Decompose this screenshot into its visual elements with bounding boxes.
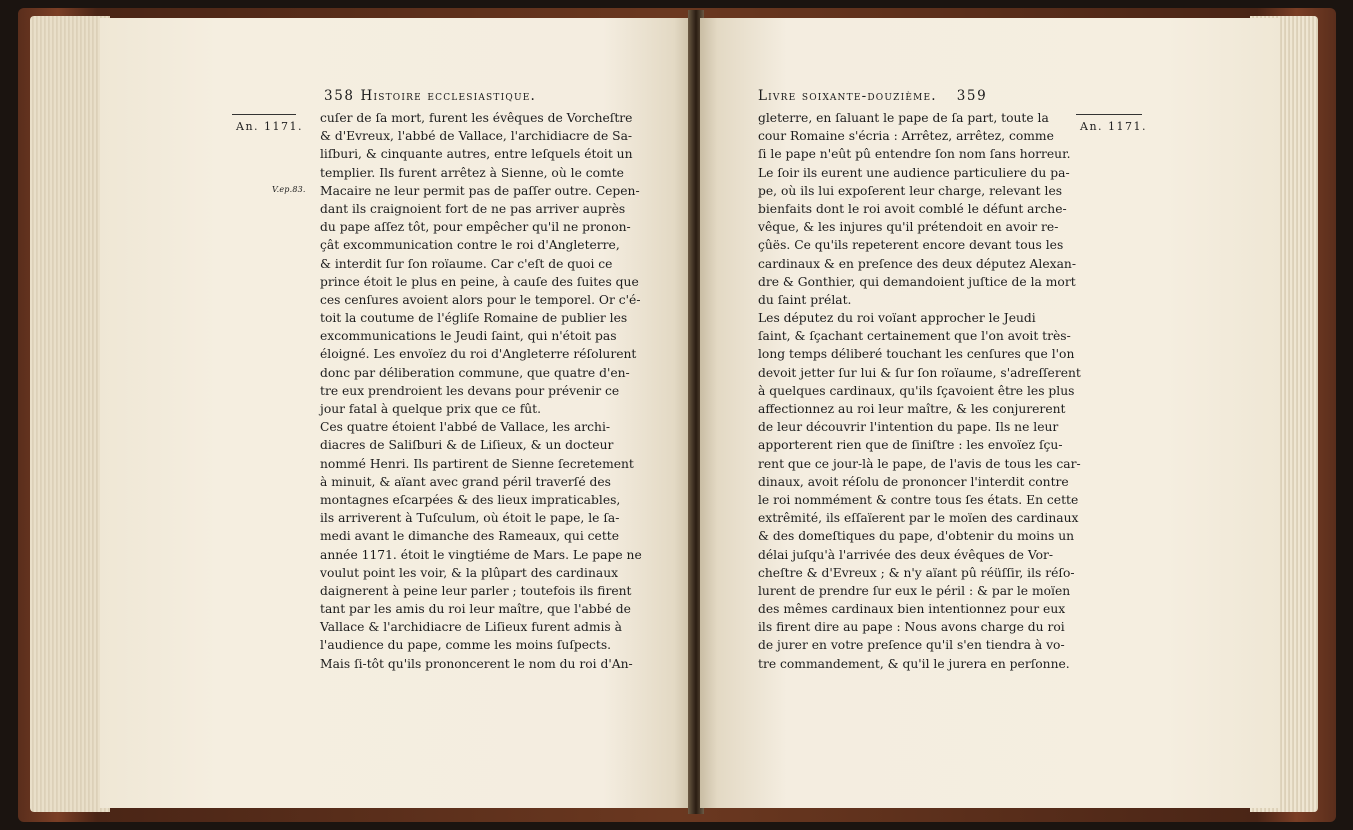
text-line: Ces quatre étoient l'abbé de Vallace, les archi- bbox=[320, 420, 611, 435]
right-running-title: Livre soixante-douzième. bbox=[758, 88, 937, 104]
text-line: ſi le pape n'eût pû entendre ſon nom ſans horreur. bbox=[758, 147, 1071, 162]
text-line: & interdit ſur ſon roïaume. Car c'eſt de quoi ce bbox=[320, 256, 613, 271]
text-line: année 1171. étoit le vingtiéme de Mars. Le pape ne bbox=[320, 547, 642, 562]
text-line: pe, où ils lui expoſerent leur charge, relevant les bbox=[758, 183, 1063, 198]
text-line: des mêmes cardinaux bien intentionnez pour eux bbox=[758, 602, 1066, 617]
text-line: & des domeſtiques du pape, d'obtenir du moins un bbox=[758, 529, 1075, 544]
text-line: éloigné. Les envoïez du roi d'Angleterre réſolurent bbox=[320, 347, 637, 362]
text-line: bienfaits dont le roi avoit comblé le défunt arche- bbox=[758, 201, 1067, 216]
text-line: daignerent à peine leur parler ; toutefois ils firent bbox=[320, 583, 632, 598]
right-margin-year: An. 1171. bbox=[1080, 120, 1148, 133]
text-line: Les députez du roi voïant approcher le Jeudi bbox=[758, 311, 1036, 326]
text-line: du ſaint prélat. bbox=[758, 292, 852, 307]
text-line: voulut point les voir, & la plûpart des cardinaux bbox=[320, 565, 619, 580]
text-line: cardinaux & en preſence des deux députez Alexan- bbox=[758, 256, 1076, 271]
left-margin-year: An. 1171. bbox=[236, 120, 304, 133]
text-line: ils firent dire au pape : Nous avons charge du roi bbox=[758, 620, 1065, 635]
text-line: extrêmité, ils eſſaïerent par le moïen des cardinaux bbox=[758, 511, 1079, 526]
text-line: ils arriverent à Tuſculum, où étoit le pape, le ſa- bbox=[320, 511, 620, 526]
text-line: affectionnez au roi leur maître, & les conjurerent bbox=[758, 402, 1066, 416]
text-line: toit la coutume de l'égliſe Romaine de publier les bbox=[320, 311, 628, 326]
text-line: excommunications le Jeudi ſaint, qui n'étoit pas bbox=[320, 329, 617, 344]
text-line: dre & Gonthier, qui demandoient juſtice de la mort bbox=[758, 274, 1076, 289]
text-line: Vallace & l'archidiacre de Liſieux furent admis à bbox=[320, 620, 622, 635]
text-line: vêque, & les injures qu'il prétendoit en avoir re- bbox=[758, 220, 1059, 235]
text-line: tre eux prendroient les devans pour prévenir ce bbox=[320, 383, 620, 398]
text-line: cuſer de ſa mort, furent les évêques de Vorcheſtre bbox=[320, 111, 633, 125]
text-line: l'audience du pape, comme les moins ſuſpects. bbox=[320, 638, 612, 653]
text-line: diacres de Saliſburi & de Liſieux, & un docteur bbox=[320, 438, 614, 453]
text-line: de jurer en votre preſence qu'il s'en tiendra à vo- bbox=[758, 638, 1065, 653]
left-margin-reference: V.ep.83. bbox=[272, 185, 306, 194]
text-line: délai juſqu'à l'arrivée des deux évêques de Vor- bbox=[758, 547, 1054, 562]
text-line: à minuit, & aïant avec grand péril traverſé des bbox=[320, 474, 611, 489]
text-line: nommé Henri. Ils partirent de Sienne ſecretement bbox=[320, 456, 634, 471]
text-line: du pape aſſez tôt, pour empêcher qu'il ne pronon- bbox=[320, 220, 631, 235]
text-line: medi avant le dimanche des Rameaux, qui cette bbox=[320, 529, 619, 544]
text-line: apporterent rien que de ſiniſtre : les envoïez ſçu- bbox=[758, 438, 1063, 453]
text-line: à quelques cardinaux, qu'ils ſçavoient être les plus bbox=[758, 383, 1075, 398]
text-line: Macaire ne leur permit pas de paſſer outre. Cepen- bbox=[320, 183, 640, 198]
right-page-header bbox=[758, 88, 987, 104]
text-line: Mais ſi-tôt qu'ils prononcerent le nom du roi d'An- bbox=[320, 656, 633, 671]
text-line: çât excommunication contre le roi d'Angleterre, bbox=[320, 238, 620, 253]
text-line: gleterre, en ſaluant le pape de ſa part, toute la bbox=[758, 111, 1049, 125]
text-line: tre commandement, & qu'il le jurera en perſonne. bbox=[758, 656, 1070, 671]
left-page-number: 358 bbox=[324, 88, 355, 104]
text-line: ſaint, & ſçachant certainement que l'on avoit très- bbox=[758, 329, 1071, 344]
left-page-text bbox=[320, 109, 642, 673]
text-line: ces cenſures avoient alors pour le temporel. Or c'é- bbox=[320, 292, 641, 307]
text-line: lurent de prendre ſur eux le péril : & par le moïen bbox=[758, 583, 1071, 598]
text-line: le roi nommément & contre tous ſes états. En cette bbox=[758, 492, 1079, 507]
text-line: Le ſoir ils eurent une audience particuliere du pa- bbox=[758, 165, 1070, 180]
right-page bbox=[700, 18, 1280, 808]
right-page-text bbox=[758, 109, 1081, 673]
text-line: montagnes eſcarpées & des lieux impraticables, bbox=[320, 492, 621, 507]
text-line: tant par les amis du roi leur maître, que l'abbé de bbox=[320, 602, 631, 617]
left-page-header bbox=[324, 88, 536, 104]
text-line: jour fatal à quelque prix que ce fût. bbox=[320, 402, 542, 416]
left-running-title: Histoire ecclesiastique. bbox=[360, 88, 537, 104]
page-edges-left bbox=[30, 16, 110, 812]
text-line: & d'Evreux, l'abbé de Vallace, l'archidiacre de Sa- bbox=[320, 129, 633, 144]
text-line: cour Romaine s'écria : Arrêtez, arrêtez, comme bbox=[758, 129, 1054, 144]
right-page-number: 359 bbox=[956, 88, 988, 104]
text-line: çûës. Ce qu'ils repeterent encore devant tous les bbox=[758, 238, 1064, 253]
text-line: donc par déliberation commune, que quatre d'en- bbox=[320, 365, 630, 380]
text-line: templier. Ils furent arrêtez à Sienne, où le comte bbox=[320, 165, 624, 180]
text-line: dant ils craignoient fort de ne pas arriver auprès bbox=[320, 201, 626, 216]
text-line: de leur découvrir l'intention du pape. Ils ne leur bbox=[758, 420, 1059, 435]
text-line: dinaux, avoit réſolu de prononcer l'interdit contre bbox=[758, 474, 1069, 489]
text-line: liſburi, & cinquante autres, entre leſquels étoit un bbox=[320, 147, 633, 162]
text-line: cheſtre & d'Evreux ; & n'y aïant pû réüſſir, ils réſo- bbox=[758, 565, 1075, 580]
text-line: long temps déliberé touchant les cenſures que l'on bbox=[758, 347, 1075, 362]
text-line: prince étoit le plus en peine, à cauſe des ſuites que bbox=[320, 274, 639, 289]
right-margin-rule bbox=[1076, 114, 1142, 115]
left-page bbox=[100, 18, 692, 808]
left-margin-rule bbox=[232, 114, 296, 115]
text-line: rent que ce jour-là le pape, de l'avis de tous les car- bbox=[758, 456, 1081, 471]
text-line: devoit jetter ſur lui & ſur ſon roïaume, s'adreſſerent bbox=[758, 365, 1081, 380]
